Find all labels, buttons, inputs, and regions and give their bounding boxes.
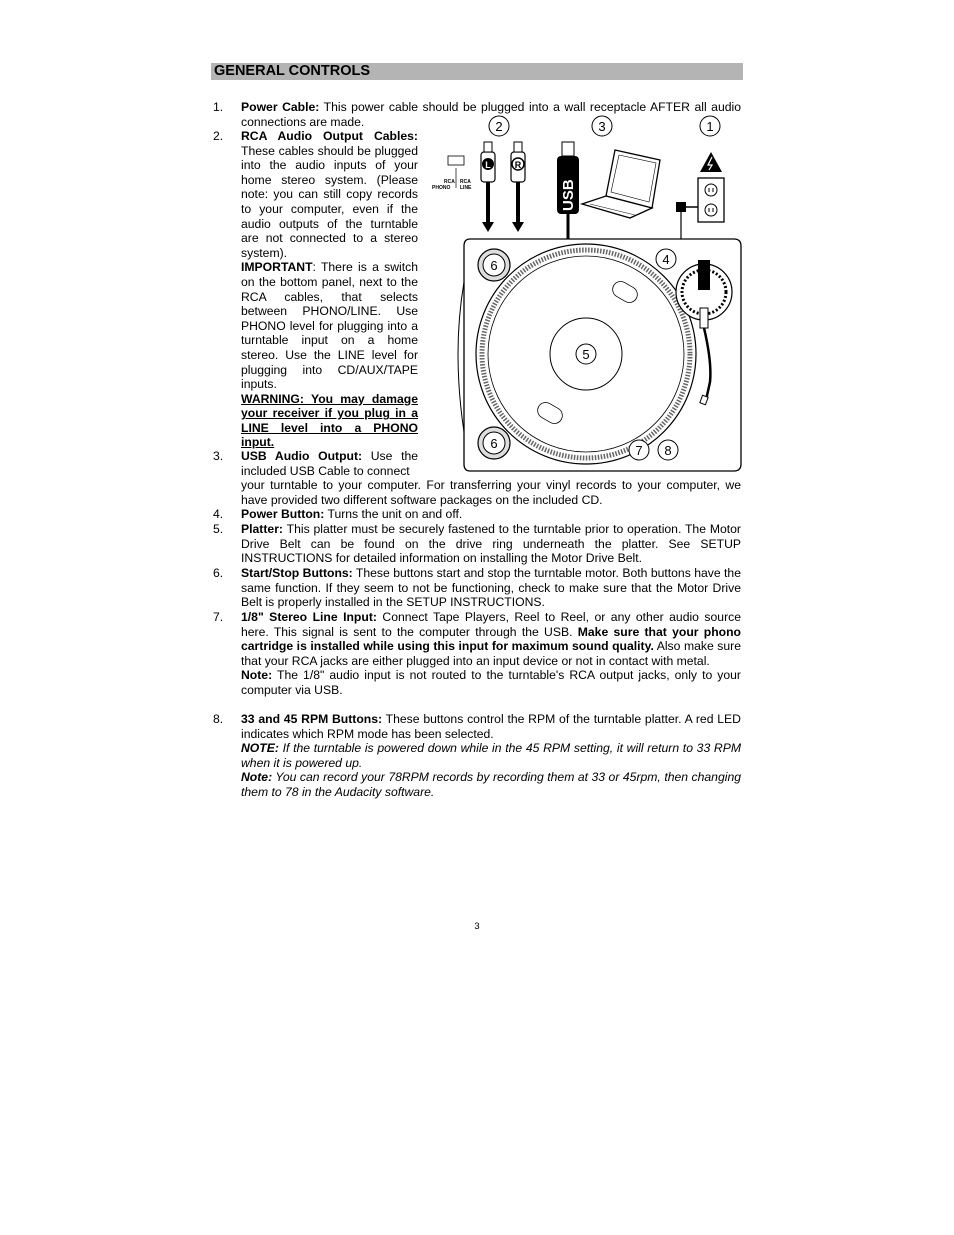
item-heading: Start/Stop Buttons: bbox=[241, 566, 353, 580]
item-heading: Power Cable: bbox=[241, 100, 320, 114]
important-label: IMPORTANT bbox=[241, 260, 313, 275]
item-number: 1. bbox=[213, 100, 224, 114]
svg-text:RCA: RCA bbox=[444, 179, 455, 185]
svg-text:6: 6 bbox=[490, 436, 498, 451]
callout-8 bbox=[658, 440, 678, 460]
page-number: 3 bbox=[474, 921, 480, 932]
rca-plug-left bbox=[481, 142, 495, 232]
item-heading: 33 and 45 RPM Buttons: bbox=[241, 712, 383, 726]
list-item-power-button bbox=[213, 507, 741, 522]
laptop-icon bbox=[582, 150, 660, 218]
item-number: 6. bbox=[213, 566, 224, 580]
turntable-diagram bbox=[430, 112, 744, 474]
list-item-start-stop bbox=[213, 566, 741, 610]
item-text: Connect Tape Players, Reel to Reel, or any other audio source here. This signal is sent to the computer through the USB. bbox=[241, 610, 742, 639]
item-number: 4. bbox=[213, 507, 224, 521]
note-label: Note: bbox=[241, 668, 273, 683]
important-text: : There is a switch on the bottom panel, next to the RCA cables, that selects between PHONO/LINE. Use PHONO level for plugging into a turntable input on a home stereo. Use the LINE level for plugging into CD/AUX/TAPE inputs. bbox=[241, 260, 418, 392]
svg-text:LINE: LINE bbox=[460, 185, 472, 191]
svg-text:PHONO: PHONO bbox=[432, 185, 451, 191]
callout-4 bbox=[656, 249, 676, 269]
item-heading: Platter: bbox=[241, 522, 283, 536]
list-item-platter bbox=[213, 522, 741, 566]
callout-7 bbox=[629, 440, 649, 460]
usb-plug bbox=[557, 142, 579, 240]
svg-text:3: 3 bbox=[598, 119, 606, 134]
list-item-rpm-buttons bbox=[213, 712, 741, 800]
item-text: These buttons start and stop the turntable motor. Both buttons have the same function. If they seem to not be functioning, check to make sure that the Motor Drive Belt is properly installed in the SETUP INSTRUCTIONS. bbox=[241, 566, 741, 610]
wall-outlet-icon bbox=[676, 152, 724, 242]
item-text: Turns the unit on and off. bbox=[324, 507, 463, 521]
warning-text: WARNING: You may damage your receiver if you plug in a LINE level into a PHONO input. bbox=[241, 391, 418, 450]
item-text: These cables should be plugged into the audio inputs of your home stereo system. (Please note: you can still copy records to your computer, even if the audio outputs of the turntable are not connected to a stereo system). bbox=[241, 143, 418, 260]
callout-1 bbox=[700, 116, 720, 136]
list-item-line-input bbox=[213, 610, 741, 698]
item-emphasis: Make sure that your phono cartridge is installed while using this input for maximum sound quality. bbox=[241, 624, 741, 654]
svg-text:8: 8 bbox=[664, 443, 672, 458]
item-number: 7. bbox=[213, 610, 224, 624]
svg-text:2: 2 bbox=[495, 119, 503, 134]
item-number: 2. bbox=[213, 129, 224, 143]
item-heading: RCA Audio Output Cables: bbox=[241, 129, 418, 143]
note-label: Note: bbox=[241, 770, 273, 785]
item-text: This power cable should be plugged into a wall receptacle AFTER all audio connections are made. bbox=[241, 100, 741, 129]
item-heading: 1/8" Stereo Line Input: bbox=[241, 610, 377, 624]
svg-text:L: L bbox=[485, 160, 491, 170]
item-heading: Power Button: bbox=[241, 507, 325, 521]
item-text-continued: Also make sure that your RCA jacks are either plugged into an input device or not in contact with metal. bbox=[241, 639, 741, 668]
item-number: 8. bbox=[213, 712, 224, 726]
note-label: NOTE: bbox=[241, 741, 279, 756]
svg-text:6: 6 bbox=[490, 258, 498, 273]
svg-text:1: 1 bbox=[706, 119, 714, 134]
item-text-continued: your turntable to your computer. For transferring your vinyl records to your computer, we have provided two different software packages on the included CD. bbox=[241, 478, 741, 507]
svg-text:RCA: RCA bbox=[460, 179, 471, 185]
note-text: If the turntable is powered down while in the 45 RPM setting, it will return to 33 RPM when it is powered up. bbox=[241, 741, 741, 770]
phono-line-switch bbox=[432, 156, 472, 191]
callout-5 bbox=[576, 344, 596, 364]
svg-text:R: R bbox=[514, 160, 522, 170]
note-text: You can record your 78RPM records by recording them at 33 or 45rpm, then changing them to 78 in the Audacity software. bbox=[241, 770, 741, 799]
start-stop-button-bottom bbox=[478, 427, 510, 459]
svg-text:7: 7 bbox=[635, 443, 643, 458]
callout-2 bbox=[489, 116, 509, 136]
svg-text:USB: USB bbox=[560, 179, 577, 211]
item-number: 3. bbox=[213, 449, 224, 463]
svg-text:5: 5 bbox=[582, 347, 590, 362]
item-heading: USB Audio Output: bbox=[241, 449, 363, 463]
item-text: This platter must be securely fastened to the turntable prior to operation. The Motor Drive Belt can be found on the drive ring underneath the platter. See SETUP INSTRUCTIONS for detailed information on installing the Motor Drive Belt. bbox=[241, 522, 741, 566]
item-text: Use the included USB Cable to connect bbox=[241, 449, 419, 478]
rca-plug-right bbox=[511, 142, 525, 232]
callout-3 bbox=[592, 116, 612, 136]
section-title: GENERAL CONTROLS bbox=[211, 63, 743, 80]
svg-text:4: 4 bbox=[662, 252, 670, 267]
note-text: The 1/8" audio input is not routed to the turntable's RCA output jacks, only to your computer via USB. bbox=[241, 668, 741, 697]
start-stop-button-top bbox=[478, 249, 510, 281]
item-number: 5. bbox=[213, 522, 224, 536]
item-text: These buttons control the RPM of the turntable platter. A red LED indicates which RPM mode has been selected. bbox=[241, 712, 741, 741]
